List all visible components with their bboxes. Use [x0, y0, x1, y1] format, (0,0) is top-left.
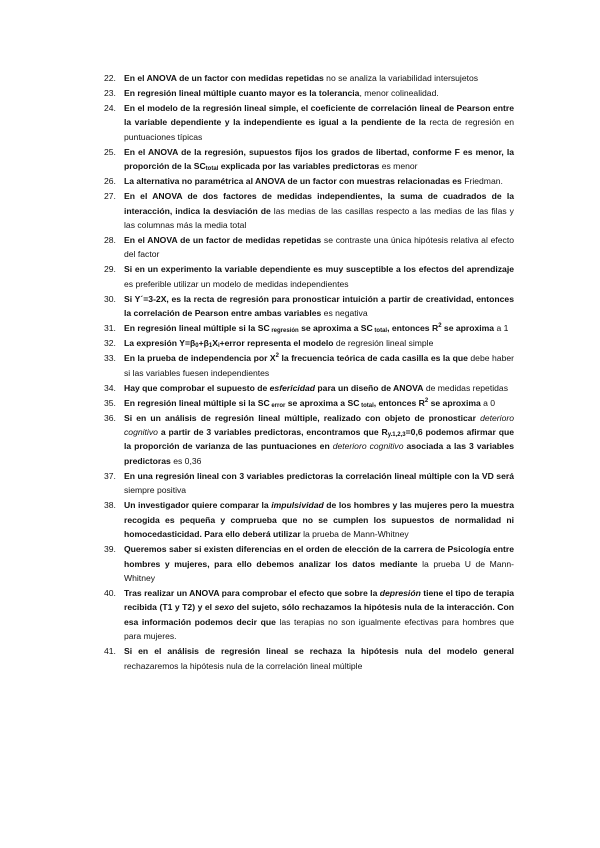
text-segment: 3	[206, 427, 212, 438]
text-segment: +β	[198, 338, 209, 349]
text-segment: deterioro cognitivo	[124, 412, 514, 438]
text-segment: La alternativa no paramétrica al ANOVA de un factor con muestras relacionadas es	[124, 176, 462, 187]
text-segment: total	[205, 166, 219, 173]
text-segment: 1	[208, 343, 213, 350]
item-text	[124, 147, 514, 171]
text-segment: En la prueba de independencia por X	[124, 353, 276, 364]
text-segment: 2	[438, 323, 442, 330]
text-segment: se aproxima a SC	[285, 397, 360, 408]
text-segment: En regresión lineal múltiple si la SC	[124, 397, 270, 408]
item-number: 24.	[104, 103, 116, 113]
text-segment: se aproxima a SC	[298, 323, 373, 334]
text-segment: variables predictoras, encontramos que R	[211, 427, 388, 438]
text-segment: sexo	[214, 602, 235, 613]
text-segment: Tras realizar un ANOVA para comprobar el efecto que sobre la	[124, 587, 380, 598]
list-item	[104, 396, 514, 410]
item-number: 22.	[104, 73, 116, 83]
text-segment: de los hombres y las mujeres pero la muestra recogida es pequeña y comprueba que no se cumplen los supuestos de normalidad ni homocedasticidad. Para ello deberá utilizar	[124, 500, 514, 540]
item-number: 32.	[104, 338, 116, 349]
text-segment: la prueba de Mann-Whitney	[300, 529, 409, 540]
text-segment: es preferible utilizar un modelo de medidas independientes	[124, 278, 349, 289]
text-segment: , menor colinealidad.	[359, 88, 439, 98]
text-segment: se aproxima	[441, 323, 495, 334]
text-segment: depresión	[379, 587, 421, 598]
text-segment: deterioro cognitivo	[332, 441, 404, 452]
item-number: 36.	[104, 412, 116, 423]
text-segment: para un diseño de ANOVA	[315, 382, 424, 393]
text-segment: En regresión lineal múltiple si la SC	[124, 323, 270, 334]
list-item	[104, 644, 514, 673]
text-segment: En el modelo de la regresión lineal simple, el coeficiente de correlación lineal de Pearson entre la variable dependiente y la independiente es igual a la pendiente de la	[124, 103, 514, 128]
text-segment: de medidas repetidas	[423, 382, 508, 393]
item-text	[124, 88, 439, 98]
item-number: 30.	[104, 293, 116, 304]
item-number: 33.	[104, 353, 116, 364]
text-segment: esfericidad	[269, 382, 316, 393]
text-segment: Friedman.	[461, 176, 503, 187]
text-segment: y.1,2,3	[387, 432, 406, 439]
list-item	[104, 351, 514, 380]
list-item	[104, 145, 514, 174]
text-segment: Si en un experimento la variable dependiente es muy susceptible a los efectos del aprendizaje	[124, 264, 514, 275]
list-item	[104, 174, 514, 188]
item-number: 34.	[104, 382, 116, 393]
item-text	[124, 338, 433, 348]
text-segment: las medias de las casillas respecto a las medias de las filas y las columnas más la media total	[124, 205, 514, 231]
text-segment: En el ANOVA de un factor de medidas repetidas	[124, 235, 322, 246]
text-segment: Queremos saber si existen diferencias en el orden de elección de la carrera de Psicología entre hombres y mujeres, para ello debemos analizar los datos mediante	[124, 544, 514, 569]
list-item	[104, 189, 514, 232]
text-segment: recta de regresión en puntuaciones típicas	[124, 117, 514, 142]
text-segment: 0	[195, 343, 199, 350]
item-text	[124, 383, 508, 393]
item-text	[124, 235, 514, 259]
list-item	[104, 262, 514, 291]
text-segment: siempre positiva	[124, 485, 187, 496]
text-segment: En el ANOVA de dos factores de medidas independientes, la suma de cuadrados de la interacción, indica la desviación de	[124, 191, 514, 216]
text-segment: En el ANOVA de la regresión, supuestos fijos los grados de libertad, conforme F es menor, la proporción de la SC	[124, 146, 514, 172]
text-segment: , entonces R	[387, 323, 439, 334]
list-item	[104, 321, 514, 335]
item-number: 39.	[104, 544, 116, 555]
text-segment: rechazaremos la hipótesis nula de la correlación lineal múltiple	[124, 660, 363, 671]
text-segment: tiene el tipo de terapia recibida (T1 y T2) y el	[124, 587, 514, 613]
text-segment: explicada por las variables predictoras	[218, 161, 380, 172]
text-segment: Hay que comprobar el supuesto de	[124, 382, 270, 393]
item-number: 27.	[104, 191, 116, 202]
text-segment: es menor	[379, 161, 418, 172]
item-text	[124, 353, 514, 377]
list-item	[104, 411, 514, 469]
list-item	[104, 586, 514, 644]
text-segment: la frecuencia teórica de cada casilla es la que	[279, 353, 468, 364]
list-item	[104, 101, 514, 144]
text-segment: =0,6 podemos afirmar que la proporción de varianza de las puntuaciones en	[124, 427, 514, 452]
item-text	[124, 103, 514, 142]
item-text	[124, 73, 478, 83]
text-segment: Si en el análisis de regresión lineal se rechaza la hipótesis nula del modelo general	[124, 646, 514, 657]
text-segment: Si en un análisis de regresión lineal múltiple, realizado con objeto de pronosticar	[124, 412, 481, 423]
text-segment: i	[217, 343, 220, 350]
text-segment: del sujeto, sólo rechazamos la hipótesis nula de la interacción. Con esa información podemos decir que	[124, 602, 514, 627]
item-text	[124, 323, 508, 333]
item-number: 28.	[104, 235, 116, 246]
item-number: 35.	[104, 397, 116, 408]
list-item	[104, 381, 514, 395]
item-number: 26.	[104, 176, 116, 187]
text-segment: asociada a las 3 variables predictoras	[124, 441, 514, 466]
text-segment: no se analiza la variabilidad intersujetos	[323, 73, 479, 83]
item-text	[124, 471, 514, 495]
item-number: 41.	[104, 646, 116, 657]
text-segment: regresión	[269, 328, 299, 335]
item-text	[124, 588, 514, 641]
text-segment: Si Y´=3-2X, es la recta de regresión para pronosticar intuición a partir de creatividad, entonces la correlación de Pearson entre ambas variables	[124, 293, 514, 319]
item-text	[124, 646, 514, 670]
text-segment: debe haber si las variables fuesen independientes	[124, 353, 514, 378]
item-number: 37.	[104, 470, 116, 481]
item-number: 29.	[104, 264, 116, 275]
text-segment: error	[269, 402, 286, 409]
text-segment: 2	[424, 397, 429, 404]
text-segment: de regresión lineal simple	[333, 338, 434, 349]
list-item	[104, 469, 514, 498]
text-segment: En una regresión lineal con 3 variables predictoras la correlación lineal múltiple con la VD será	[124, 470, 514, 481]
text-segment: , entonces R	[373, 397, 425, 408]
text-segment: En regresión lineal múltiple cuanto mayor es la tolerancia	[124, 88, 360, 98]
item-text	[124, 264, 514, 288]
list-item	[104, 71, 514, 85]
item-number: 31.	[104, 323, 116, 334]
text-segment: Un investigador quiere comparar la	[124, 500, 272, 511]
item-text	[124, 176, 503, 186]
text-segment: total	[359, 402, 374, 409]
list-item	[104, 86, 514, 100]
text-segment: se aproxima	[428, 397, 481, 408]
item-text	[124, 191, 514, 230]
text-segment: la prueba U de Mann-Whitney	[124, 558, 514, 583]
text-segment: La expresión Y=β	[124, 338, 196, 349]
text-segment: En el ANOVA de un factor con medidas repetidas	[124, 73, 324, 83]
text-segment: X	[212, 338, 218, 349]
text-segment: es negativa	[321, 308, 368, 319]
text-segment: a 1	[494, 323, 509, 334]
text-segment: a 0	[480, 397, 496, 408]
item-number: 23.	[104, 88, 116, 98]
item-number: 38.	[104, 500, 116, 511]
item-number: 25.	[104, 146, 116, 157]
item-text	[124, 398, 495, 408]
list-item	[104, 292, 514, 321]
text-segment: es 0,36	[170, 455, 202, 466]
text-segment: total	[372, 328, 388, 335]
text-segment: impulsividad	[271, 500, 324, 511]
item-number: 40.	[104, 587, 116, 598]
text-segment: 2	[275, 353, 279, 360]
text-segment: se contraste una única hipótesis relativa al efecto del factor	[124, 235, 514, 260]
text-segment: las terapias no son igualmente efectivas para hombres que para mujeres.	[124, 616, 514, 642]
item-text	[124, 500, 514, 539]
item-text	[124, 294, 514, 318]
text-segment: +error representa el modelo	[219, 338, 334, 349]
list-item	[104, 233, 514, 262]
question-list	[104, 71, 514, 674]
text-segment: a partir de	[157, 427, 207, 438]
item-text	[124, 544, 514, 583]
list-item	[104, 498, 514, 541]
list-item	[104, 336, 514, 350]
list-item	[104, 542, 514, 585]
item-text	[124, 413, 514, 466]
